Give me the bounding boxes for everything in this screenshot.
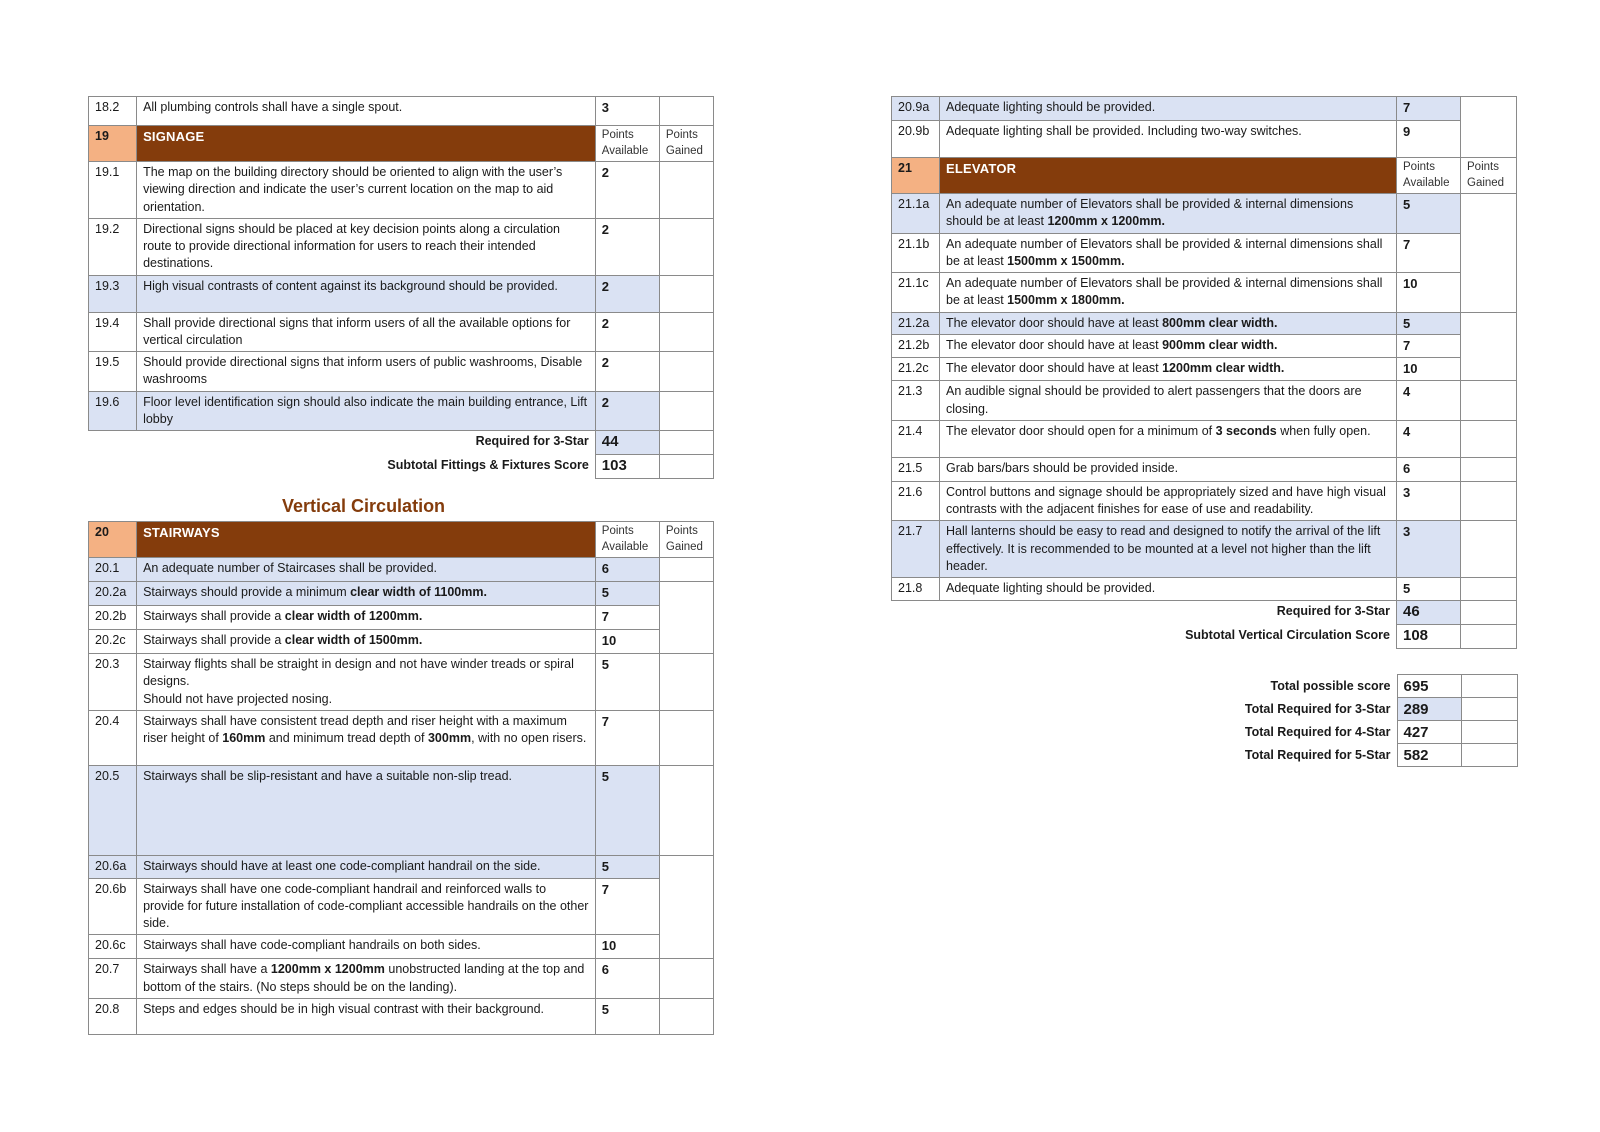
row-number: 18.2 <box>89 97 137 126</box>
description-text: The elevator door should have at least <box>946 315 1163 330</box>
row-description: Adequate lighting should be provided. <box>940 578 1397 601</box>
row-number: 19.5 <box>89 352 137 392</box>
row-description: Directional signs should be placed at key decision points along a circulation route to provide directional information for users to reach their intended destinations. <box>137 218 596 275</box>
description-text: The elevator door should have at least <box>946 361 1163 376</box>
row-number: 20.8 <box>89 998 137 1034</box>
points-available: 4 <box>1397 381 1461 421</box>
description-bold: 300mm <box>427 731 472 746</box>
points-gained-cell[interactable] <box>659 959 713 999</box>
table-row <box>892 273 1517 313</box>
section-header <box>89 126 714 162</box>
description-bold: clear width of 1100mm. <box>350 585 487 600</box>
description-bold: clear width of 1500mm. <box>284 633 423 648</box>
points-available: 2 <box>595 162 659 219</box>
table-row <box>892 233 1517 273</box>
row-description: Stairways shall have code-compliant handrails on both sides. <box>137 935 596 959</box>
points-available: 6 <box>1397 457 1461 481</box>
description-text: An adequate number of Elevators shall be provided & internal dimensions should be at least <box>946 197 1354 229</box>
points-gained-cell[interactable] <box>1461 481 1517 521</box>
points-gained-cell[interactable] <box>659 558 713 582</box>
signage-table <box>88 96 714 479</box>
points-gained-cell[interactable] <box>659 352 713 392</box>
stairways-table <box>88 521 714 1035</box>
total-value: 427 <box>1397 721 1461 744</box>
row-description: Stairways shall have one code-compliant handrail and reinforced walls to provide for future installation of code-compliant accessible handrails on the other side. <box>137 878 596 935</box>
table-row <box>89 630 714 654</box>
description-text: Stairways shall provide a <box>143 633 285 648</box>
required-label: Required for 3-Star <box>1276 604 1390 619</box>
table-row <box>892 578 1517 601</box>
points-gained-cell[interactable] <box>659 855 713 959</box>
row-number: 21.1c <box>892 273 940 313</box>
points-available: 10 <box>1397 358 1461 381</box>
row-number: 19.3 <box>89 275 137 312</box>
totals-row <box>1165 698 1517 721</box>
points-gained-cell[interactable] <box>1461 194 1517 313</box>
section-number: 19 <box>89 126 137 162</box>
points-gained-cell[interactable] <box>659 391 713 431</box>
row-description <box>940 233 1397 273</box>
section-header <box>89 522 714 558</box>
row-description: High visual contrasts of content against its background should be provided. <box>137 275 596 312</box>
points-available: 10 <box>595 630 659 654</box>
points-available: 5 <box>595 998 659 1034</box>
row-number: 20.5 <box>89 765 137 855</box>
points-available: 5 <box>595 765 659 855</box>
points-gained-cell[interactable] <box>1461 97 1517 158</box>
table-row <box>892 481 1517 521</box>
description-text: unobstructed landing at the top and bottom of the stairs. (No steps should be on the landing). <box>143 962 585 994</box>
row-description <box>137 654 596 711</box>
subtotal-value: 108 <box>1397 625 1461 649</box>
points-available: 5 <box>595 654 659 711</box>
subtotal-gained-cell[interactable] <box>1461 625 1517 649</box>
totals-row <box>1165 744 1517 767</box>
points-gained-cell[interactable] <box>659 582 713 654</box>
total-label: Total Required for 5-Star <box>1244 748 1391 762</box>
points-gained-cell[interactable] <box>1461 578 1517 601</box>
row-number: 20.7 <box>89 959 137 999</box>
points-available: 3 <box>1397 481 1461 521</box>
points-available: 2 <box>595 218 659 275</box>
points-gained-cell[interactable] <box>659 312 713 352</box>
total-gained-cell[interactable] <box>1461 744 1517 767</box>
row-description <box>137 606 596 630</box>
description-text: An adequate number of Elevators shall be provided & internal dimensions shall be at least <box>946 276 1383 308</box>
row-number: 21.1b <box>892 233 940 273</box>
points-available: 9 <box>1397 121 1461 158</box>
required-gained-cell[interactable] <box>659 431 713 455</box>
row-description <box>940 420 1397 457</box>
points-gained-cell[interactable] <box>659 162 713 219</box>
row-number: 21.6 <box>892 481 940 521</box>
points-gained-cell[interactable] <box>659 998 713 1034</box>
total-gained-cell[interactable] <box>1461 698 1517 721</box>
row-description: Hall lanterns should be easy to read and designed to notify the arrival of the lift effectively. It is recommended to be mounted at a level not higher than the lift header. <box>940 521 1397 578</box>
subtotal-label: Subtotal Fittings & Fixtures Score <box>387 457 589 472</box>
description-bold: 3 seconds <box>1215 423 1277 438</box>
description-bold: 1200mm x 1200mm <box>270 962 385 977</box>
row-number: 19.1 <box>89 162 137 219</box>
required-label: Required for 3-Star <box>475 434 589 449</box>
points-available: 5 <box>595 855 659 878</box>
row-description: The map on the building directory should be oriented to align with the user’s viewing direction and indicate the user’s current location on the map to aid orientation. <box>137 162 596 219</box>
description-bold: clear width of 1200mm. <box>284 609 423 624</box>
table-row <box>89 162 714 219</box>
required-value: 46 <box>1397 601 1461 625</box>
total-gained-cell[interactable] <box>1461 721 1517 744</box>
col-header-available: Points Available <box>595 126 659 162</box>
points-gained-cell[interactable] <box>659 97 713 126</box>
elevator-table <box>891 96 1517 649</box>
points-available: 2 <box>595 312 659 352</box>
table-row <box>892 420 1517 457</box>
row-number: 21.2a <box>892 312 940 335</box>
points-available: 5 <box>1397 312 1461 335</box>
points-available: 5 <box>595 582 659 606</box>
description-text: Stairways shall have a <box>143 962 271 977</box>
section-title-vertical-circulation: Vertical Circulation <box>282 496 446 516</box>
points-gained-cell[interactable] <box>659 654 713 711</box>
points-available: 7 <box>1397 97 1461 121</box>
row-description: All plumbing controls shall have a single spout. <box>137 97 596 126</box>
section-title: ELEVATOR <box>940 158 1397 194</box>
col-header-gained: Points Gained <box>1461 158 1517 194</box>
table-row <box>89 391 714 431</box>
points-available: 3 <box>1397 521 1461 578</box>
row-number: 20.6c <box>89 935 137 959</box>
totals-row <box>1165 721 1517 744</box>
total-label: Total Required for 3-Star <box>1244 702 1391 716</box>
row-description: Stairways shall be slip-resistant and have a suitable non-slip tread. <box>137 765 596 855</box>
total-value: 582 <box>1397 744 1461 767</box>
description-text: An adequate number of Elevators shall be provided & internal dimensions shall be at least <box>946 236 1383 268</box>
points-available: 5 <box>1397 578 1461 601</box>
points-available: 10 <box>595 935 659 959</box>
row-description <box>940 312 1397 335</box>
row-description <box>137 582 596 606</box>
description-bold: 800mm clear width. <box>1162 315 1278 330</box>
description-text: Stairways shall have consistent tread depth and riser height with a maximum riser height of <box>143 713 567 746</box>
row-number: 19.4 <box>89 312 137 352</box>
totals-table <box>1165 674 1518 767</box>
subtotal-gained-cell[interactable] <box>659 455 713 479</box>
points-available: 10 <box>1397 273 1461 313</box>
points-gained-cell[interactable] <box>659 275 713 312</box>
total-gained-cell[interactable] <box>1461 675 1517 698</box>
subtotal-value: 103 <box>595 455 659 479</box>
row-number: 20.2a <box>89 582 137 606</box>
description-text: , with no open risers. <box>471 731 587 746</box>
required-row <box>89 431 714 455</box>
description-bold: 1200mm x 1200mm. <box>1047 214 1165 229</box>
table-row <box>89 97 714 126</box>
row-description: Adequate lighting shall be provided. Including two-way switches. <box>940 121 1397 158</box>
row-number: 20.2c <box>89 630 137 654</box>
description-bold: 1500mm x 1500mm. <box>1007 253 1125 268</box>
row-description <box>137 710 596 765</box>
row-number: 21.1a <box>892 194 940 234</box>
col-header-available: Points Available <box>595 522 659 558</box>
table-row <box>892 194 1517 234</box>
row-number: 21.5 <box>892 457 940 481</box>
points-available: 2 <box>595 352 659 392</box>
points-available: 2 <box>595 391 659 431</box>
table-row <box>892 97 1517 121</box>
description-text: Stairway flights shall be straight in design and not have winder treads or spiral designs. <box>143 657 574 689</box>
points-available: 7 <box>595 878 659 935</box>
row-number: 20.6a <box>89 855 137 878</box>
row-description <box>940 335 1397 358</box>
description-text: The elevator door should open for a minimum of <box>946 423 1216 438</box>
description-bold: 900mm clear width. <box>1162 338 1278 353</box>
points-gained-cell[interactable] <box>659 765 713 855</box>
row-number: 21.3 <box>892 381 940 421</box>
required-gained-cell[interactable] <box>1461 601 1517 625</box>
description-text-2: Should not have projected nosing. <box>143 691 333 706</box>
table-row <box>89 959 714 999</box>
row-number: 20.1 <box>89 558 137 582</box>
row-description <box>137 630 596 654</box>
subtotal-row <box>892 625 1517 649</box>
section-number: 21 <box>892 158 940 194</box>
row-number: 19.6 <box>89 391 137 431</box>
row-description: Grab bars/bars should be provided inside. <box>940 457 1397 481</box>
total-label: Total possible score <box>1270 679 1391 693</box>
section-title: STAIRWAYS <box>137 522 596 558</box>
table-row <box>89 312 714 352</box>
col-header-gained: Points Gained <box>659 126 713 162</box>
row-description <box>940 194 1397 234</box>
points-available: 7 <box>595 606 659 630</box>
table-row <box>892 121 1517 158</box>
table-row <box>89 710 714 765</box>
table-row <box>89 654 714 711</box>
table-row <box>89 352 714 392</box>
points-available: 3 <box>595 97 659 126</box>
row-description <box>137 959 596 999</box>
row-description: Floor level identification sign should also indicate the main building entrance, Lift lobby <box>137 391 596 431</box>
table-row <box>892 358 1517 381</box>
points-gained-cell[interactable] <box>1461 312 1517 381</box>
section-number: 20 <box>89 522 137 558</box>
table-row <box>89 935 714 959</box>
points-available: 2 <box>595 275 659 312</box>
table-row <box>89 218 714 275</box>
table-row <box>892 335 1517 358</box>
points-available: 5 <box>1397 194 1461 234</box>
points-gained-cell[interactable] <box>1461 420 1517 457</box>
row-number: 20.3 <box>89 654 137 711</box>
table-row <box>89 275 714 312</box>
row-number: 20.9a <box>892 97 940 121</box>
row-description <box>940 358 1397 381</box>
totals-row <box>1165 675 1517 698</box>
description-bold: 160mm <box>222 731 266 746</box>
points-available: 4 <box>1397 420 1461 457</box>
required-row <box>892 601 1517 625</box>
table-row <box>89 998 714 1034</box>
row-number: 20.2b <box>89 606 137 630</box>
row-number: 21.2c <box>892 358 940 381</box>
subtotal-label: Subtotal Vertical Circulation Score <box>1185 627 1390 642</box>
row-description: Shall provide directional signs that inform users of all the available options for vertical circulation <box>137 312 596 352</box>
points-available: 7 <box>1397 233 1461 273</box>
row-number: 21.2b <box>892 335 940 358</box>
row-description: Control buttons and signage should be appropriately sized and have high visual contrasts with the adjacent finishes for ease of use and readability. <box>940 481 1397 521</box>
table-row <box>892 381 1517 421</box>
total-value: 289 <box>1397 698 1461 721</box>
row-description <box>940 273 1397 313</box>
col-header-gained: Points Gained <box>659 522 713 558</box>
description-text: and minimum tread depth of <box>265 731 428 746</box>
description-text: The elevator door should have at least <box>946 338 1163 353</box>
subtotal-row <box>89 455 714 479</box>
row-description: An adequate number of Staircases shall be provided. <box>137 558 596 582</box>
points-gained-cell[interactable] <box>1461 521 1517 578</box>
points-gained-cell[interactable] <box>659 218 713 275</box>
row-description: An audible signal should be provided to alert passengers that the doors are closing. <box>940 381 1397 421</box>
row-number: 21.8 <box>892 578 940 601</box>
description-bold: 1200mm clear width. <box>1162 361 1285 376</box>
description-text: Stairways shall provide a <box>143 609 285 624</box>
points-available: 7 <box>595 710 659 765</box>
row-description: Steps and edges should be in high visual contrast with their background. <box>137 998 596 1034</box>
col-header-available: Points Available <box>1397 158 1461 194</box>
row-number: 20.9b <box>892 121 940 158</box>
required-value: 44 <box>595 431 659 455</box>
row-description: Adequate lighting should be provided. <box>940 97 1397 121</box>
row-number: 20.4 <box>89 710 137 765</box>
section-title: SIGNAGE <box>137 126 596 162</box>
row-number: 20.6b <box>89 878 137 935</box>
description-text: Stairways should provide a minimum <box>143 585 351 600</box>
row-description: Stairways should have at least one code-compliant handrail on the side. <box>137 855 596 878</box>
table-row <box>89 558 714 582</box>
table-row <box>89 878 714 935</box>
table-row <box>89 765 714 855</box>
table-row <box>892 457 1517 481</box>
section-header <box>892 158 1517 194</box>
points-gained-cell[interactable] <box>1461 381 1517 421</box>
table-row <box>892 312 1517 335</box>
row-number: 19.2 <box>89 218 137 275</box>
row-number: 21.4 <box>892 420 940 457</box>
points-available: 6 <box>595 558 659 582</box>
points-available: 6 <box>595 959 659 999</box>
total-label: Total Required for 4-Star <box>1244 725 1391 739</box>
row-number: 21.7 <box>892 521 940 578</box>
points-available: 7 <box>1397 335 1461 358</box>
table-row <box>89 582 714 606</box>
description-bold: 1500mm x 1800mm. <box>1007 293 1125 308</box>
description-text: when fully open. <box>1276 423 1371 438</box>
row-description: Should provide directional signs that inform users of public washrooms, Disable washrooms <box>137 352 596 392</box>
total-value: 695 <box>1397 675 1461 698</box>
points-gained-cell[interactable] <box>1461 457 1517 481</box>
table-row <box>892 521 1517 578</box>
table-row <box>89 855 714 878</box>
points-gained-cell[interactable] <box>659 710 713 765</box>
table-row <box>89 606 714 630</box>
